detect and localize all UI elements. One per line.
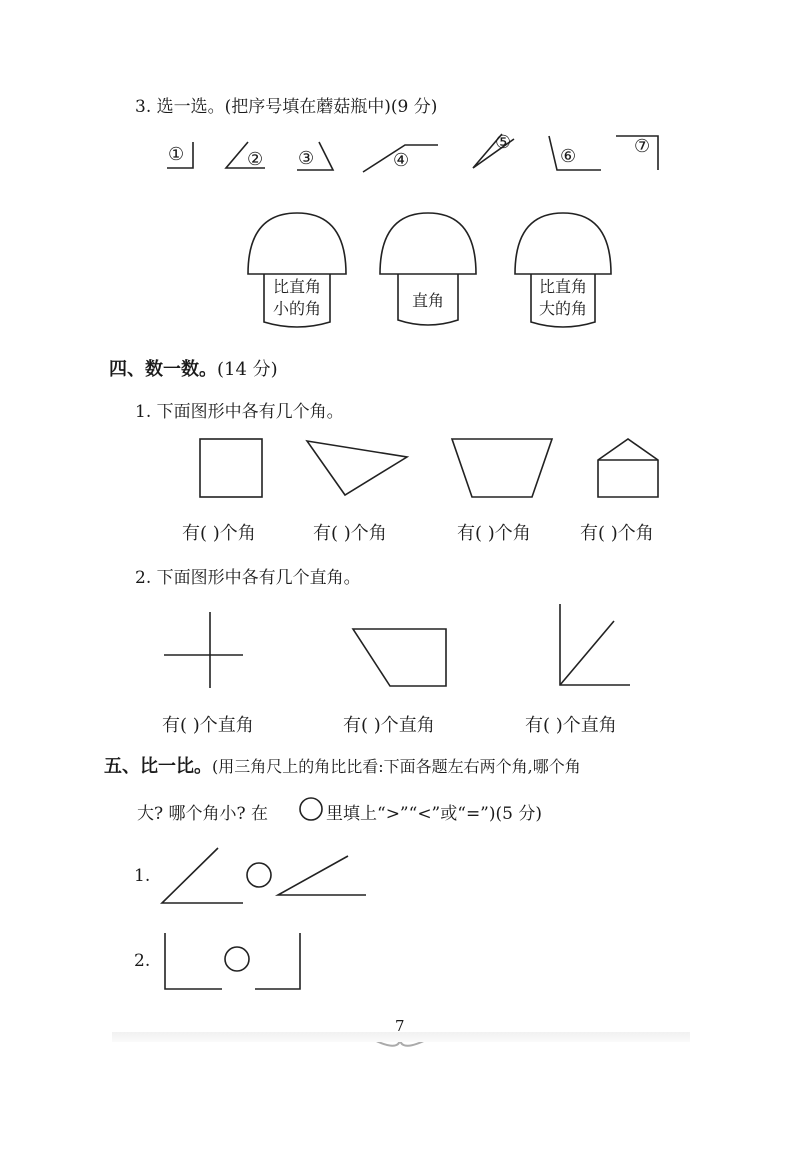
part4-q2-title: 2. 下面图形中各有几个直角。 (135, 568, 361, 588)
section3-title: 3. 选一选。(把序号填在蘑菇瓶中)(9 分) (135, 97, 438, 117)
right-trapezoid-shape (353, 629, 446, 686)
mushroom-2-line1: 直角 (411, 291, 444, 310)
q1-answer-2: 有( )个角 (313, 523, 387, 544)
part5-instruction-line2b: 里填上“>”“<”或“=”)(5 分) (326, 804, 542, 824)
compare-2-label: 2. (134, 951, 151, 971)
pentagon-house-shape (598, 439, 658, 497)
right-angle-with-ray-shape (560, 604, 630, 685)
square-shape (200, 439, 262, 497)
q2-answer-3: 有( )个直角 (525, 715, 617, 736)
part4-heading: 四、数一数。 (109, 359, 217, 380)
compare-1-right-angle (278, 856, 366, 895)
angle-label-2: ② (247, 149, 264, 170)
page-number: 7 (395, 1017, 405, 1035)
q2-answer-1: 有( )个直角 (162, 715, 254, 736)
mushroom-3-line1: 比直角 (538, 277, 587, 296)
compare-1-left-angle (162, 848, 243, 903)
angle-label-6: ⑥ (560, 146, 577, 167)
part4-q1-title: 1. 下面图形中各有几个角。 (135, 402, 344, 422)
part5-heading: 五、比一比。 (104, 756, 212, 777)
angle-label-5: ⑤ (495, 132, 512, 153)
part5-heading-row (104, 752, 581, 778)
mushroom-1-line2: 小的角 (272, 299, 321, 318)
mushroom-2-label (398, 290, 458, 312)
mushroom-3-line2: 大的角 (538, 299, 587, 318)
compare-1-label: 1. (134, 866, 151, 886)
angle-label-7: ⑦ (634, 136, 651, 157)
compare-1-circle[interactable] (247, 863, 271, 887)
angle-label-4: ④ (393, 150, 410, 171)
triangle-shape (307, 441, 407, 495)
trapezoid-shape (452, 439, 552, 497)
cross-lines-shape (164, 612, 243, 688)
angle-label-3: ③ (298, 148, 315, 169)
part4-heading-row (109, 355, 278, 381)
mushroom-3-label (531, 276, 595, 320)
compare-2-left-angle (165, 933, 222, 989)
part5-instruction-line1: (用三角尺上的角比比看:下面各题左右两个角,哪个角 (212, 757, 581, 776)
q1-answer-3: 有( )个角 (457, 523, 531, 544)
part4-score: (14 分) (217, 359, 278, 380)
q2-answer-2: 有( )个直角 (343, 715, 435, 736)
compare-2-right-angle (255, 933, 300, 989)
part5-instruction-line2a: 大? 哪个角小? 在 (137, 804, 269, 824)
mushroom-1-label (264, 276, 330, 320)
angle-label-1: ① (168, 144, 185, 165)
q1-answer-4: 有( )个角 (580, 523, 654, 544)
mushroom-1-line1: 比直角 (272, 277, 321, 296)
compare-2-circle[interactable] (225, 947, 249, 971)
q1-answer-1: 有( )个角 (182, 523, 256, 544)
instruction-circle-icon (300, 798, 322, 820)
